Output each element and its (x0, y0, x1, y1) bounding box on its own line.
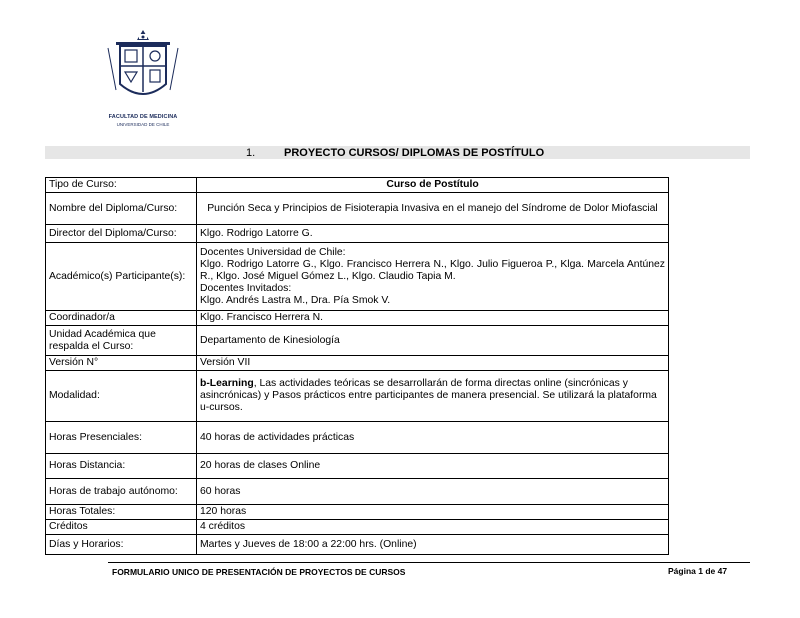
academicos-uchile-heading: Docentes Universidad de Chile: (200, 246, 346, 258)
tipo-label: Tipo de Curso: (46, 178, 197, 193)
academicos-label: Académico(s) Participante(s): (46, 243, 197, 311)
modalidad-description: , Las actividades teóricas se desarrollarán de forma directas online (sincrónicas y asincrónicas) y Pasos prácticos entre participantes de manera presencial. Se utilizará la plataforma u-cursos. (200, 378, 657, 413)
distancia-label: Horas Distancia: (46, 454, 197, 479)
unidad-value: Departamento de Kinesiología (197, 326, 669, 356)
table-row (46, 454, 669, 479)
distancia-value: 20 horas de clases Online (197, 454, 669, 479)
director-value: Klgo. Rodrigo Latorre G. (197, 225, 669, 243)
autonomo-label: Horas de trabajo autónomo: (46, 479, 197, 505)
footer-form-title: FORMULARIO UNICO DE PRESENTACIÓN DE PROYECTOS DE CURSOS (112, 567, 406, 577)
totales-label: Horas Totales: (46, 505, 197, 520)
table-row (46, 371, 669, 422)
tipo-value: Curso de Postítulo (197, 178, 669, 193)
modalidad-value (197, 371, 669, 422)
dias-label: Días y Horarios: (46, 535, 197, 555)
academicos-invitados-list: Klgo. Andrés Lastra M., Dra. Pía Smok V. (200, 294, 391, 306)
unidad-label: Unidad Académica que respalda el Curso: (46, 326, 197, 356)
autonomo-value: 60 horas (197, 479, 669, 505)
coordinador-label: Coordinador/a (46, 311, 197, 326)
table-row (46, 326, 669, 356)
creditos-label: Créditos (46, 520, 197, 535)
modalidad-label: Modalidad: (46, 371, 197, 422)
table-row (46, 422, 669, 454)
table-row (46, 479, 669, 505)
presenciales-value: 40 horas de actividades prácticas (197, 422, 669, 454)
modalidad-type: b-Learning (200, 378, 254, 389)
course-info-table (45, 177, 669, 555)
section-number: 1. (246, 147, 256, 159)
presenciales-label: Horas Presenciales: (46, 422, 197, 454)
table-row (46, 520, 669, 535)
nombre-value: Punción Seca y Principios de Fisioterapia Invasiva en el manejo del Síndrome de Dolor Miofascial (197, 193, 669, 225)
logo-university-text: UNIVERSIDAD DE CHILE (116, 122, 170, 127)
director-label: Director del Diploma/Curso: (46, 225, 197, 243)
table-row (46, 535, 669, 555)
university-crest-icon (106, 28, 180, 116)
table-row (46, 505, 669, 520)
logo-faculty-text: FACULTAD DE MEDICINA (108, 114, 178, 120)
table-row (46, 243, 669, 311)
table-row (46, 193, 669, 225)
table-row (46, 178, 669, 193)
version-label: Versión N° (46, 356, 197, 371)
dias-value: Martes y Jueves de 18:00 a 22:00 hrs. (Online) (197, 535, 669, 555)
academicos-invitados-heading: Docentes Invitados: (200, 282, 292, 294)
academicos-value (197, 243, 669, 311)
nombre-label: Nombre del Diploma/Curso: (46, 193, 197, 225)
academicos-uchile-list: Klgo. Rodrigo Latorre G., Klgo. Francisco Herrera N., Klgo. Julio Figueroa P., Klga. Marcela Antúnez R., Klgo. José Miguel Gómez L., Klgo. Claudio Tapia M. (200, 258, 665, 282)
coordinador-value: Klgo. Francisco Herrera N. (197, 311, 669, 326)
totales-value: 120 horas (197, 505, 669, 520)
table-row (46, 356, 669, 371)
table-row (46, 225, 669, 243)
page-number: Página 1 de 47 (668, 566, 728, 576)
table-row (46, 311, 669, 326)
footer-divider (108, 562, 750, 563)
creditos-value: 4 créditos (197, 520, 669, 535)
version-value: Versión VII (197, 356, 669, 371)
section-title: PROYECTO CURSOS/ DIPLOMAS DE POSTÍTULO (284, 147, 545, 159)
